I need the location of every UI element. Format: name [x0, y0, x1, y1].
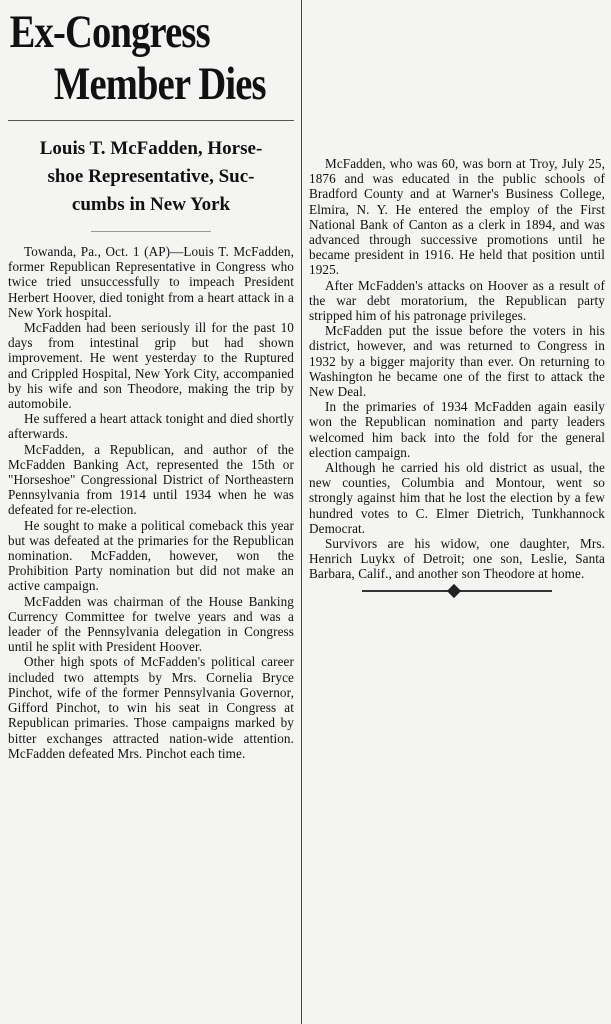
paragraph: McFadden was chairman of the House Banking Currency Committee for twelve years and was a leader of the Pennsylvania delegation in Congress until he split with President Hoover.: [8, 593, 294, 655]
article-body-right: [309, 156, 605, 582]
subheadline-line-1: Louis T. McFadden, Horse-: [39, 138, 263, 159]
left-column: [8, 6, 294, 1022]
paragraph: Survivors are his widow, one daughter, Mrs. Henrich Luykx of Detroit; one son, Leslie, Santa Barbara, Calif., and another son Theodore at home.: [309, 536, 605, 582]
paragraph: McFadden, a Republican, and author of the McFadden Banking Act, represented the 15th or "Horseshoe" Congressional District of Northeastern Pennsylvania from 1914 until 1934 when he was defeated for re-election.: [8, 441, 294, 518]
paragraph: After McFadden's attacks on Hoover as a result of the war debt moratorium, the Republican party stripped him of his patronage privileges.: [309, 277, 605, 324]
right-column: [309, 156, 605, 796]
paragraph: Towanda, Pa., Oct. 1 (AP)—Louis T. McFadden, former Republican Representative in Congress who twice tried unsuccessfully to impeach President Herbert Hoover, died tonight from a heart attack in a New York hospital.: [8, 244, 294, 320]
paragraph: Other high spots of McFadden's political career included two attempts by Mrs. Cornelia Bryce Pinchot, wife of the former Pennsylvania Governor, Gifford Pinchot, to win his seat in Congress at Republican primaries. Those campaigns marked by bitter exchanges attracted nation-wide attention. McFadden defeated Mrs. Pinchot each time.: [8, 654, 294, 761]
diamond-ornament-icon: [447, 584, 461, 598]
headline: [8, 6, 266, 110]
end-of-article-rule: [362, 590, 552, 592]
column-rule: [301, 0, 302, 1024]
subheadline-line-3: cumbs in New York: [71, 194, 231, 215]
paragraph: He sought to make a political comeback this year but was defeated at the primaries for the Republican nomination. McFadden, however, won the Prohibition Party nomination but did not make an active campaign.: [8, 517, 294, 594]
article-body-left: [8, 244, 294, 761]
paragraph: McFadden, who was 60, was born at Troy, July 25, 1876 and was educated in the public schools of Bradford County and at Warner's Business College, Elmira, N. Y. He entered the employ of the First National Bank of Canton as a clerk in 1894, and was advanced through successive promotions until he became president in 1916. He held that position until 1925.: [309, 156, 605, 278]
subheadline-line-2: shoe Representative, Suc-: [47, 166, 255, 187]
paragraph: McFadden put the issue before the voters in his district, however, and was returned to Congress in 1932 by a bigger majority than ever. On returning to Washington he became one of the first to attack the New Deal.: [309, 323, 605, 400]
paragraph: McFadden had been seriously ill for the past 10 days from intestinal grip but had shown improvement. He went yesterday to the Ruptured and Crippled Hospital, New York City, accompanied by his wife and son Theodore, making the trip by automobile.: [8, 320, 294, 412]
subheadline: [8, 135, 294, 219]
paragraph: He suffered a heart attack tonight and died shortly afterwards.: [8, 411, 294, 442]
headline-line-1: Ex-Congress: [9, 6, 210, 58]
subheadline-rule: [91, 231, 211, 232]
paragraph: Although he carried his old district as usual, the new counties, Columbia and Montour, went so strongly against him that he lost the election by a few hundred votes to C. Elmer Dietrich, Tunkhannock Democrat.: [309, 460, 605, 536]
headline-rule: [8, 120, 294, 121]
headline-line-2: Member Dies: [53, 58, 266, 110]
paragraph: In the primaries of 1934 McFadden again easily won the Republican nomination and party leaders welcomed him back into the fold for the general election campaign.: [309, 399, 605, 460]
